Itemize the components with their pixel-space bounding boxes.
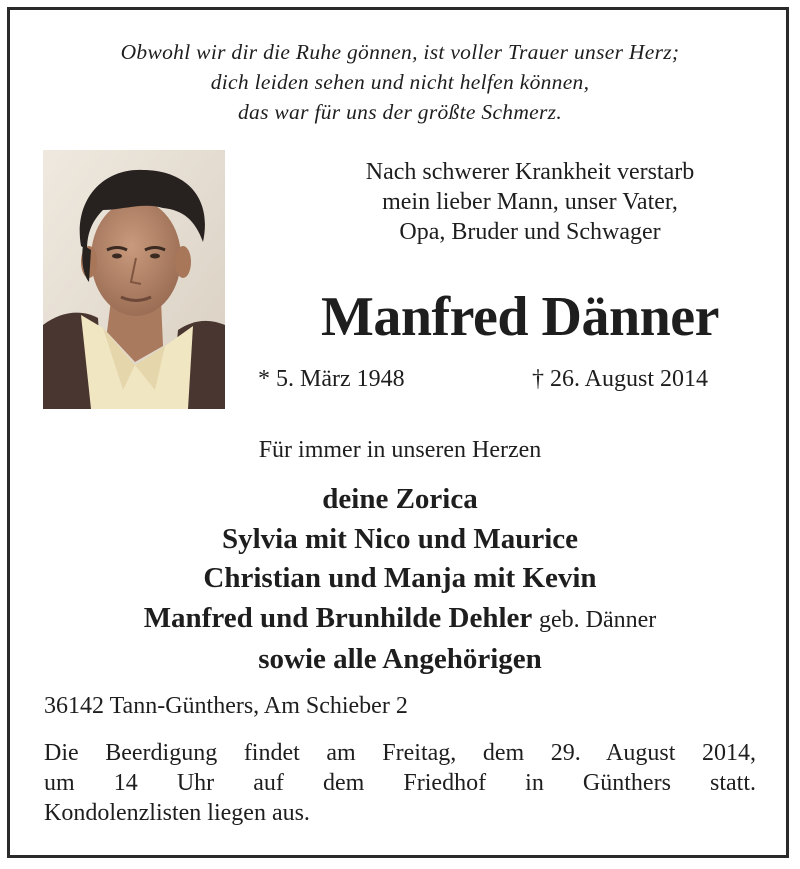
birth-date: * 5. März 1948 xyxy=(258,366,405,392)
funeral-line: um 14 Uhr auf dem Friedhof in Günthers statt. xyxy=(44,770,756,796)
poem-line: das war für uns der größte Schmerz. xyxy=(237,100,563,124)
intro-line: Opa, Bruder und Schwager xyxy=(399,219,661,245)
intro-line: mein lieber Mann, unser Vater, xyxy=(382,189,678,215)
poem xyxy=(30,37,770,127)
mourners-list xyxy=(0,480,800,680)
death-date: † 26. August 2014 xyxy=(532,366,709,392)
intro-line: Nach schwerer Krankheit verstarb xyxy=(365,159,695,185)
forever-line: Für immer in unseren Herzen xyxy=(258,437,542,463)
mourner-line: Sylvia mit Nico und Maurice xyxy=(221,522,579,555)
mourner-line xyxy=(0,599,800,641)
deceased-name: Manfred Dänner xyxy=(321,286,719,348)
death-announcement xyxy=(280,157,780,247)
poem-line: dich leiden sehen und nicht helfen können, xyxy=(210,70,590,94)
portrait-photo xyxy=(43,150,225,409)
obituary-border xyxy=(7,7,789,858)
portrait-image xyxy=(43,150,225,409)
address: 36142 Tann-Günthers, Am Schieber 2 xyxy=(44,693,408,719)
funeral-line: Kondolenzlisten liegen aus. xyxy=(44,800,310,826)
mourner-name: Manfred und Brunhilde Dehler xyxy=(143,601,532,634)
mourner-line: sowie alle Angehörigen xyxy=(258,643,542,675)
mourner-line: Christian und Manja mit Kevin xyxy=(203,562,597,594)
mourner-line: deine Zorica xyxy=(322,483,478,515)
funeral-line: Die Beerdigung findet am Freitag, dem 29. August 2014, xyxy=(44,740,756,766)
funeral-notice xyxy=(44,738,756,828)
poem-line: Obwohl wir dir die Ruhe gönnen, ist voller Trauer unser Herz; xyxy=(120,40,680,64)
maiden-name-note: geb. Dänner xyxy=(539,606,657,633)
